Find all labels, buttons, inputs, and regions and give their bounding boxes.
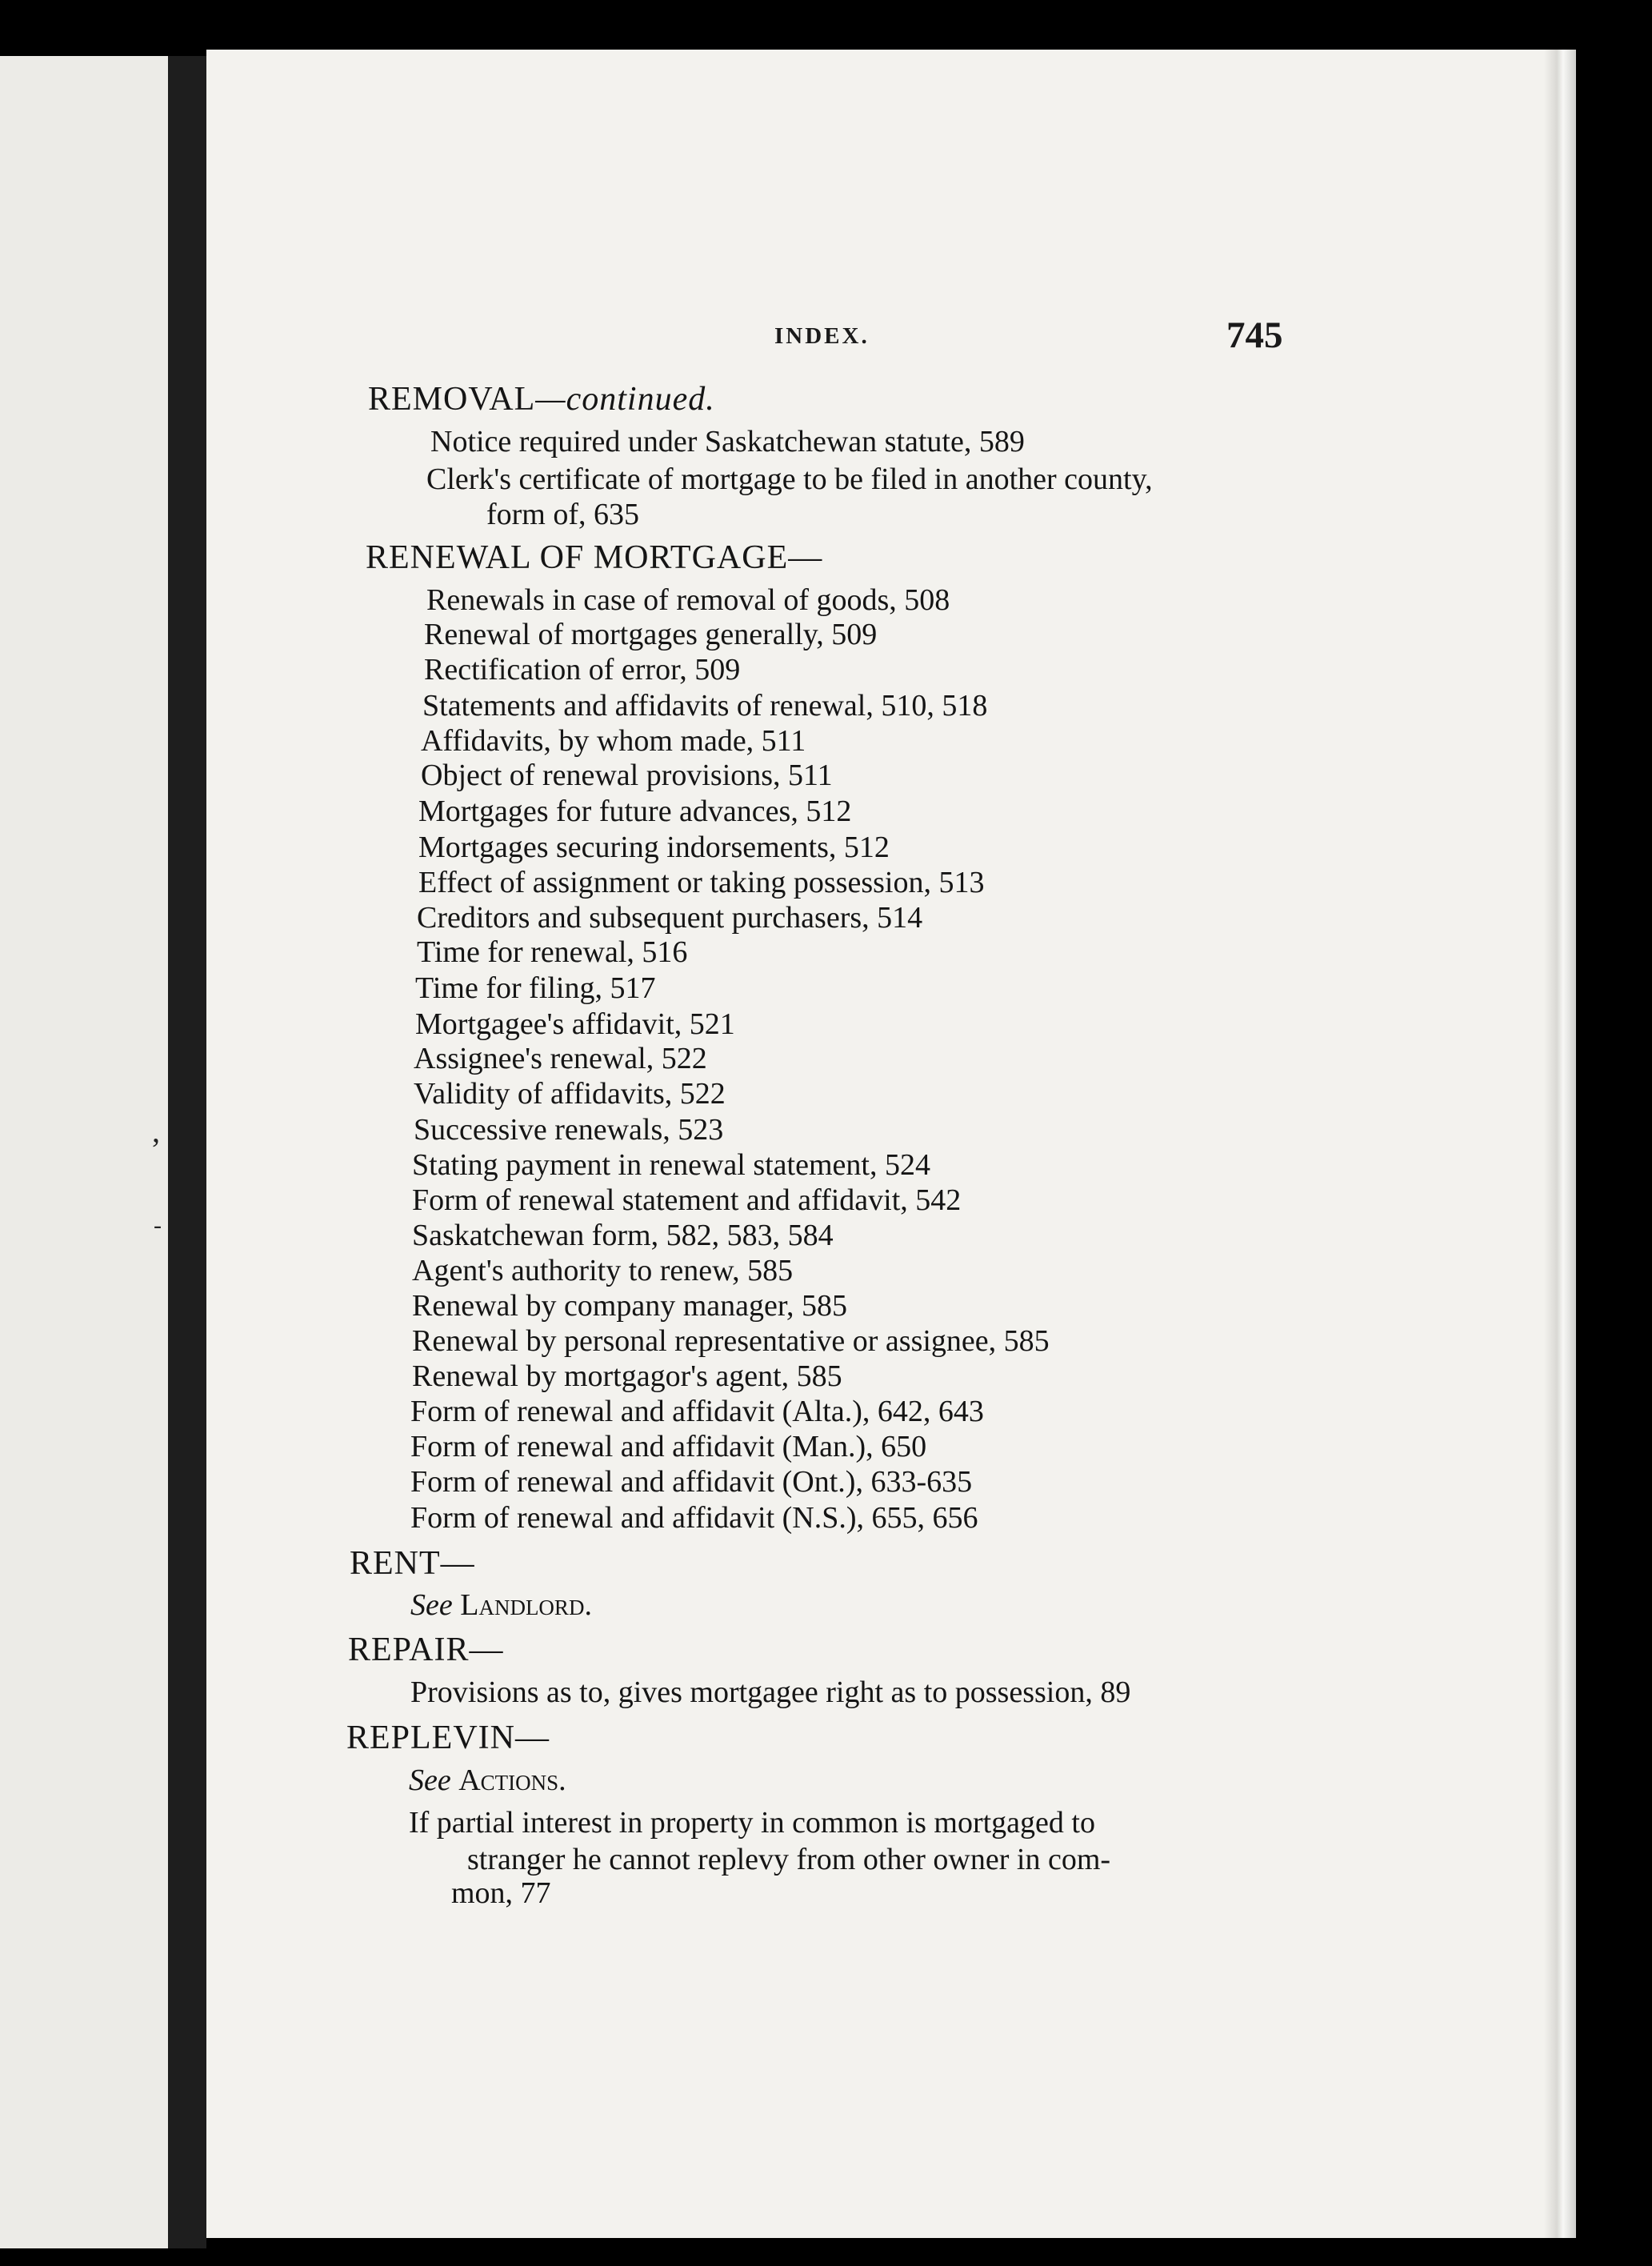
index-subentry: Form of renewal and affidavit (Ont.), 633-635 — [410, 1465, 973, 1499]
index-subentry: Renewal of mortgages generally, 509 — [424, 618, 878, 651]
index-page — [206, 50, 1560, 2238]
index-subentry: Validity of affidavits, 522 — [414, 1077, 726, 1111]
index-subentry: Creditors and subsequent purchasers, 514 — [417, 901, 923, 935]
index-subentry-continuation: stranger he cannot replevy from other owner in com- — [467, 1843, 1111, 1876]
index-subentry: Mortgages securing indorsements, 512 — [418, 831, 890, 864]
index-subentry: Effect of assignment or taking possession, 513 — [418, 866, 985, 899]
index-heading-replevin: REPLEVIN— — [346, 1720, 550, 1756]
index-subentry-continuation: mon, 77 — [451, 1876, 551, 1910]
see-target: Actions. — [458, 1764, 566, 1797]
index-subentry: Affidavits, by whom made, 511 — [421, 724, 806, 758]
index-subentry: Form of renewal and affidavit (N.S.), 655, 656 — [410, 1501, 978, 1535]
page-number: 745 — [1226, 314, 1283, 356]
index-subentry: Time for renewal, 516 — [417, 935, 688, 969]
index-subentry: Agent's authority to renew, 585 — [412, 1254, 794, 1287]
index-subentry: Assignee's renewal, 522 — [414, 1042, 707, 1075]
index-subentry: Statements and affidavits of renewal, 510, 518 — [422, 689, 988, 723]
index-subentry: Saskatchewan form, 582, 583, 584 — [412, 1219, 834, 1252]
margin-mark: - — [154, 1212, 162, 1239]
index-subentry: Object of renewal provisions, 511 — [421, 759, 833, 792]
index-subentry: Provisions as to, gives mortgagee right as to possession, 89 — [410, 1675, 1131, 1709]
index-subentry: Renewals in case of removal of goods, 508 — [426, 583, 950, 617]
index-heading-renewal-of-mortgage: RENEWAL OF MORTGAGE— — [366, 539, 823, 576]
index-subentry: Form of renewal and affidavit (Man.), 650 — [410, 1430, 927, 1463]
see-word: See — [409, 1764, 451, 1797]
cross-reference — [410, 1587, 592, 1623]
index-subentry: Mortgagee's affidavit, 521 — [415, 1007, 735, 1041]
facing-page — [0, 56, 178, 2248]
index-heading-removal — [368, 382, 715, 418]
page-edge — [1544, 50, 1576, 2238]
index-subentry: Stating payment in renewal statement, 524 — [412, 1148, 930, 1182]
index-subentry: Rectification of error, 509 — [424, 653, 741, 687]
index-heading-repair: REPAIR— — [348, 1631, 504, 1668]
heading-text: REMOVAL — [368, 381, 536, 418]
index-subentry-continuation: form of, 635 — [486, 498, 640, 531]
index-subentry: Mortgages for future advances, 512 — [418, 795, 852, 828]
index-subentry: Renewal by company manager, 585 — [412, 1289, 848, 1323]
index-subentry: Renewal by mortgagor's agent, 585 — [412, 1359, 842, 1393]
cross-reference — [409, 1763, 566, 1799]
continued-note: —continued. — [535, 381, 715, 418]
index-subentry: Clerk's certificate of mortgage to be filed in another county, — [426, 462, 1153, 496]
index-heading-rent: RENT— — [350, 1545, 475, 1582]
index-subentry: Notice required under Saskatchewan statute, 589 — [430, 425, 1025, 458]
index-subentry: Time for filing, 517 — [415, 971, 656, 1005]
index-subentry: Form of renewal statement and affidavit, 542 — [412, 1183, 962, 1217]
index-subentry: If partial interest in property in common is mortgaged to — [409, 1806, 1095, 1840]
see-word: See — [410, 1588, 453, 1622]
index-subentry: Renewal by personal representative or assignee, 585 — [412, 1324, 1050, 1358]
index-subentry: Form of renewal and affidavit (Alta.), 642, 643 — [410, 1395, 984, 1428]
index-subentry: Successive renewals, 523 — [414, 1113, 724, 1147]
see-target: Landlord. — [460, 1588, 592, 1622]
margin-mark: , — [152, 1113, 160, 1149]
running-header: INDEX. — [774, 323, 870, 349]
book-gutter — [168, 56, 206, 2248]
